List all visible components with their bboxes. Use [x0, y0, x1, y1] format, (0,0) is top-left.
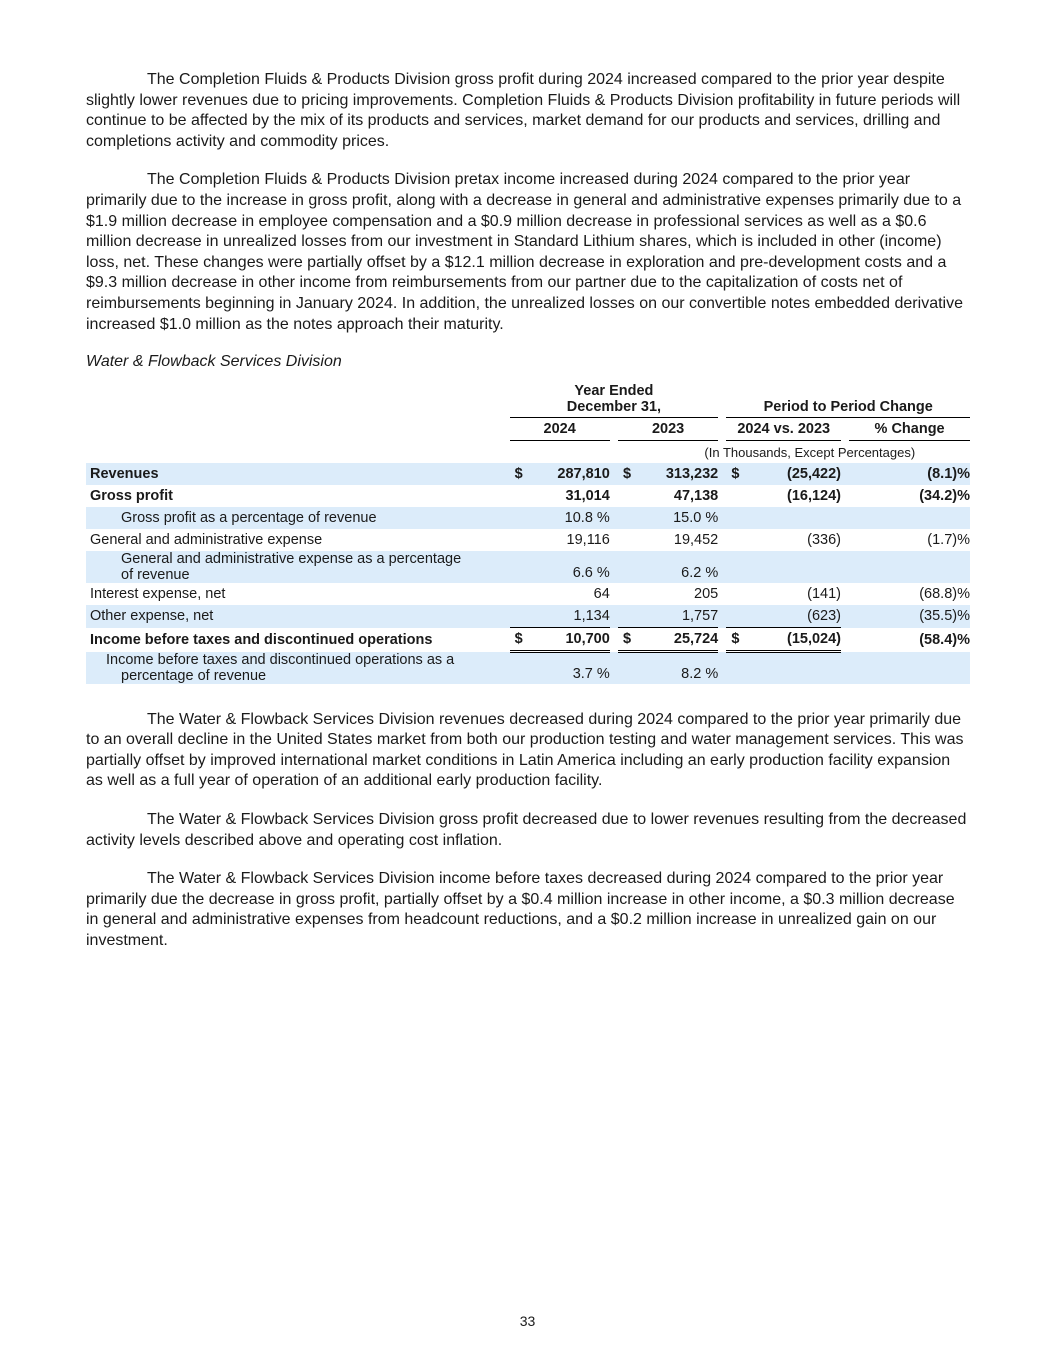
table-row — [86, 485, 970, 507]
value-2024: 64 — [593, 586, 610, 603]
row-label: Gross profit as a percentage of revenue — [121, 510, 377, 527]
units-note: (In Thousands, Except Percentages) — [704, 444, 916, 460]
value-2024: 3.7 % — [572, 665, 610, 682]
page-content — [86, 70, 970, 970]
value-change: (15,024) — [745, 628, 841, 652]
value-change: (25,422) — [786, 466, 841, 483]
col-header-2023: 2023 — [618, 418, 718, 441]
row-label: Revenues — [90, 466, 159, 483]
paragraph: The Water & Flowback Services Division gross profit decreased due to lower revenues resulting from the decreased activity levels described above and operating cost inflation. — [86, 811, 967, 849]
table-row — [86, 652, 970, 684]
value-2023: 6.2 % — [681, 565, 719, 582]
page-number: 33 — [519, 1313, 536, 1329]
currency-symbol: $ — [514, 466, 523, 483]
row-label-cont: of revenue — [121, 567, 190, 584]
value-change: (336) — [807, 532, 841, 549]
value-pct: (58.4)% — [919, 631, 970, 648]
row-label: Income before taxes and discontinued operations as a — [106, 651, 455, 668]
paragraph: The Completion Fluids & Products Division pretax income increased during 2024 compared to the prior year primarily due to the increase in gross profit, along with a decrease in general and administrative expenses primarily due to a $1.9 million decrease in employee compensation and a $0.9 million decrease in professional services as well as a $0.6 million decrease in unrealized losses from our investment in Standard Lithium shares, which is included in other (income) loss, net. These changes were partially offset by a $12.1 million decrease in exploration and pre-development costs and a $9.3 million decrease in other income from reimbursements from our partner due to the capitalization of costs net of reimbursements beginning in January 2024. In addition, the unrealized losses on our convertible notes embedded derivative increased $1.0 million as the notes approach their maturity. — [86, 171, 963, 333]
value-2023: 47,138 — [673, 488, 719, 505]
value-2023: 15.0 % — [673, 510, 719, 527]
value-2024: 1,134 — [528, 605, 610, 628]
col-header-pct: % Change — [849, 418, 970, 441]
table-row — [86, 628, 970, 652]
col-header-2024: 2024 — [510, 418, 610, 441]
row-label: Income before taxes and discontinued operations — [90, 631, 433, 648]
section-title: Water & Flowback Services Division — [86, 353, 342, 371]
currency-symbol: $ — [622, 466, 632, 483]
value-change: (141) — [807, 586, 841, 603]
row-label: Gross profit — [90, 488, 173, 505]
value-2024: 10.8 % — [564, 510, 610, 527]
currency-symbol: $ — [731, 466, 740, 483]
table-row — [86, 529, 970, 551]
col-header-vs: 2024 vs. 2023 — [726, 418, 841, 441]
value-2024: 6.6 % — [572, 565, 610, 582]
table-row — [86, 507, 970, 529]
currency-symbol: $ — [618, 628, 636, 652]
value-2024: 19,116 — [566, 532, 610, 549]
value-pct: (35.5)% — [919, 608, 970, 625]
table-row — [86, 583, 970, 605]
row-label: Interest expense, net — [90, 586, 226, 603]
currency-symbol: $ — [726, 628, 744, 652]
value-change: (623) — [745, 605, 841, 628]
value-pct: (1.7)% — [927, 532, 970, 549]
row-label: General and administrative expense — [90, 532, 323, 549]
header-year-ended: Year Ended — [574, 383, 654, 400]
value-2024: 287,810 — [557, 466, 610, 483]
value-2023: 1,757 — [636, 605, 718, 628]
row-label-cont: percentage of revenue — [121, 667, 267, 684]
value-2023: 313,232 — [665, 466, 719, 483]
paragraph: The Water & Flowback Services Division revenues decreased during 2024 compared to the prior year primarily due to an overall decline in the United States market from both our production testing and water management services. This was partially offset by improved international market conditions in Latin America including an early production facility expansion as well as a full year of operation of an additional early production facility. — [86, 710, 964, 790]
table-row — [86, 463, 970, 485]
financial-table — [86, 381, 970, 684]
paragraph: The Water & Flowback Services Division income before taxes decreased during 2024 compared to the prior year primarily due the decrease in gross profit, partially offset by a $0.4 million increase in other income, a $0.3 million decrease in general and administrative expenses from headcount reductions, and a $0.2 million increase in unrealized gain on our investment. — [86, 870, 955, 949]
value-change: (16,124) — [786, 488, 841, 505]
value-2023: 8.2 % — [681, 665, 719, 682]
value-2023: 19,452 — [673, 532, 719, 549]
value-2023: 205 — [694, 586, 719, 603]
value-2023: 25,724 — [636, 628, 718, 652]
value-2024: 31,014 — [565, 488, 610, 505]
paragraph: The Completion Fluids & Products Division gross profit during 2024 increased compared to the prior year despite slightly lower revenues due to pricing improvements. Completion Fluids & Products Division profitability in future periods will continue to be affected by the mix of its products and services, market demand for our products and services, drilling and completions activity and commodity prices. — [86, 71, 961, 150]
row-label: General and administrative expense as a percentage — [121, 551, 462, 568]
value-pct: (34.2)% — [919, 488, 970, 505]
header-december: December 31, — [566, 399, 662, 416]
currency-symbol: $ — [510, 628, 528, 652]
value-pct: (8.1)% — [927, 466, 970, 483]
row-label: Other expense, net — [90, 608, 214, 625]
table-row — [86, 605, 970, 628]
value-2024: 10,700 — [528, 628, 610, 652]
table-row — [86, 551, 970, 583]
header-period-change: Period to Period Change — [726, 381, 970, 418]
value-pct: (68.8)% — [919, 586, 970, 603]
